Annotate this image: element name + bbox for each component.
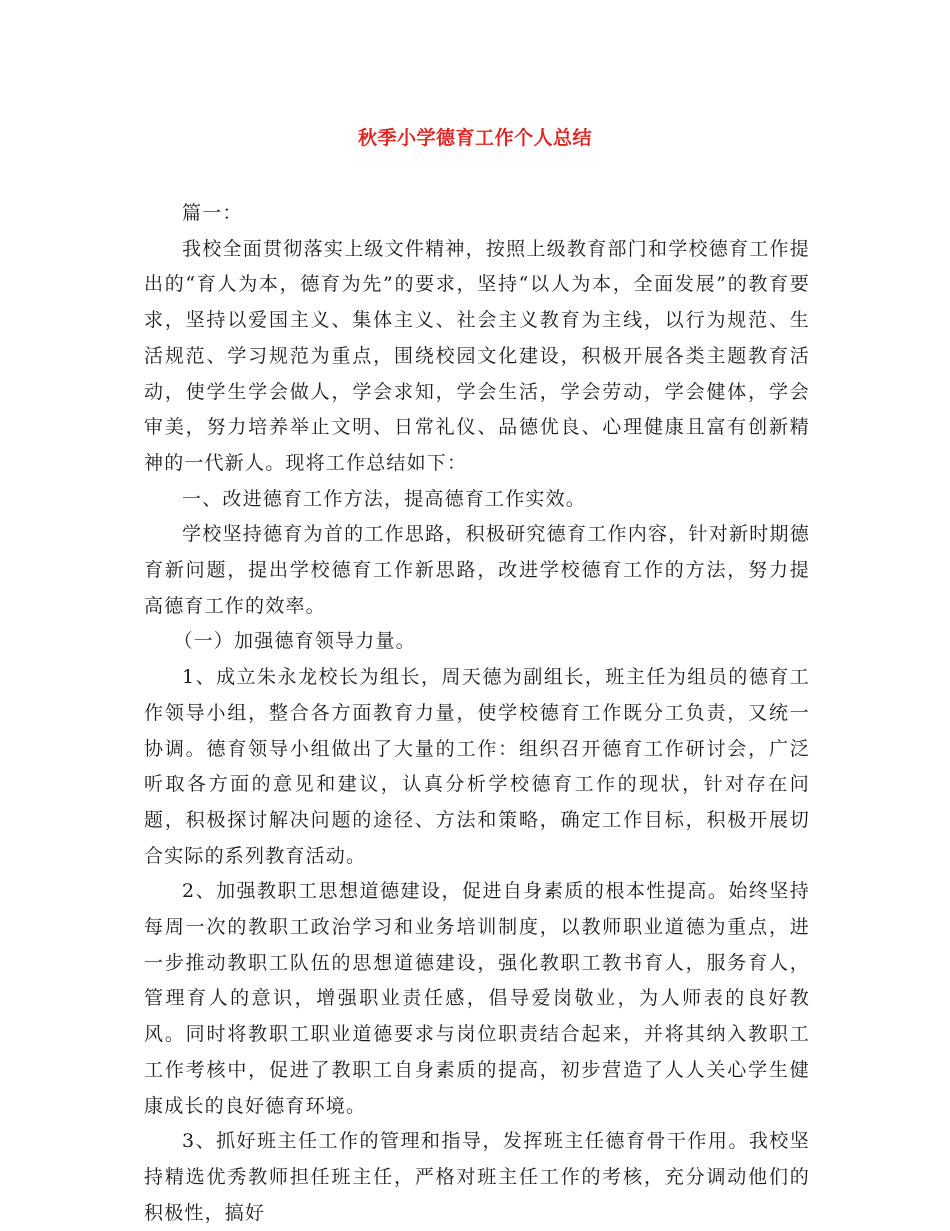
intro-paragraph: 我校全面贯彻落实上级文件精神，按照上级教育部门和学校德育工作提出的“育人为本，德育为先”的要求，坚持“以人为本，全面发展”的教育要求，坚持以爱国主义、集体主义、社会主义教育为主线，以行为规范、生活规范、学习规范为重点，围绕校园文化建设，积极开展各类主题教育活动，使学生学会做人，学会求知，学会生活，学会劳动，学会健体，学会审美，努力培养举止文明、日常礼仪、品德优良、心理健康且富有创新精神的一代新人。现将工作总结如下： bbox=[144, 237, 810, 474]
list-paragraph-1: 1、成立朱永龙校长为组长，周天德为副组长，班主任为组员的德育工作领导小组，整合各方面教育力量，使学校德育工作既分工负责，又统一协调。德育领导小组做出了大量的工作：组织召开德育工作研讨会，广泛听取各方面的意见和建议，认真分析学校德育工作的现状，针对存在问题，积极探讨解决问题的途径、方法和策略，确定工作目标，积极开展切合实际的系列教育活动。 bbox=[144, 666, 810, 867]
section-label: 篇一： bbox=[182, 202, 243, 224]
subsection-heading: （一）加强德育领导力量。 bbox=[173, 630, 416, 653]
paragraph: 学校坚持德育为首的工作思路，积极研究德育工作内容，针对新时期德育新问题，提出学校德育工作新思路，改进学校德育工作的方法，努力提高德育工作的效率。 bbox=[144, 523, 810, 617]
document-body bbox=[144, 196, 810, 1231]
section-heading: 一、改进德育工作方法，提高德育工作实效。 bbox=[182, 487, 587, 510]
list-paragraph-2: 2、加强教职工思想道德建设，促进自身素质的根本性提高。始终坚持每周一次的教职工政治学习和业务培训制度，以教师职业道德为重点，进一步推动教职工队伍的思想道德建设，强化教职工教书育人，服务育人，管理育人的意识，增强职业责任感，倡导爱岗敬业，为人师表的良好教风。同时将教职工职业道德要求与岗位职责结合起来，并将其纳入教职工工作考核中，促进了教职工自身素质的提高，初步营造了人人关心学生健康成长的良好德育环境。 bbox=[144, 880, 810, 1117]
list-paragraph-3: 3、抓好班主任工作的管理和指导，发挥班主任德育骨干作用。我校坚持精选优秀教师担任班主任，严格对班主任工作的考核，充分调动他们的积极性，搞好 bbox=[144, 1130, 810, 1224]
document-title: 秋季小学德育工作个人总结 bbox=[357, 127, 592, 149]
